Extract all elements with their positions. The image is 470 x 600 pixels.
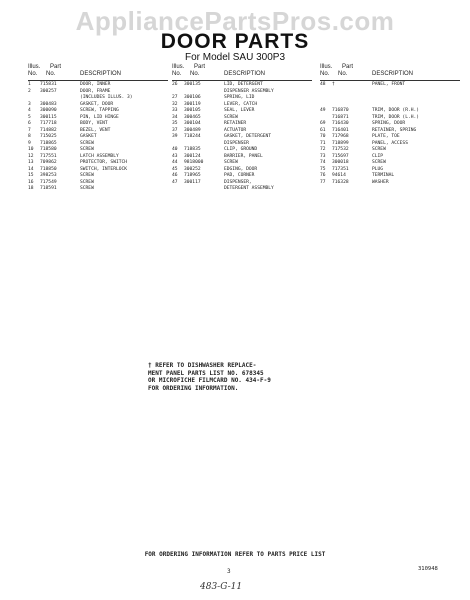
part-number: 715831 bbox=[40, 82, 57, 87]
part-description: DISPENSER ASSEMBLY bbox=[224, 88, 274, 94]
part-number: 300119 bbox=[184, 101, 201, 107]
illus-number: 12 bbox=[28, 153, 34, 159]
part-number: 300115 bbox=[40, 114, 57, 120]
part-description: (INCLUDES ILLUS. 3) bbox=[80, 95, 133, 100]
part-description: SCREW bbox=[224, 114, 238, 120]
column-header bbox=[320, 64, 460, 80]
part-description: SPRING, LID bbox=[224, 95, 255, 100]
part-number: 718850 bbox=[40, 166, 57, 172]
part-number: 300018 bbox=[332, 160, 349, 165]
illus-number: 43 bbox=[172, 153, 178, 159]
illus-number: 74 bbox=[320, 160, 326, 165]
illus-number: 34 bbox=[172, 114, 178, 120]
part-number: 717551 bbox=[40, 153, 57, 159]
header-no2: No. bbox=[190, 71, 200, 77]
header-illus: Illus. bbox=[320, 64, 333, 70]
header-illus: Illus. bbox=[172, 64, 185, 70]
part-number: 718591 bbox=[40, 186, 57, 191]
parts-column-2 bbox=[172, 64, 312, 193]
part-description: SCREW, TAPPING bbox=[80, 108, 119, 113]
page-title: DOOR PARTS bbox=[160, 30, 310, 53]
part-description: SCREW bbox=[80, 179, 94, 185]
illus-number: 61 bbox=[320, 127, 326, 133]
note-line: MENT PANEL PARTS LIST NO. 678345 bbox=[148, 369, 264, 377]
illus-number: 8 bbox=[28, 134, 31, 139]
header-no: No. bbox=[172, 71, 182, 77]
illus-number: 40 bbox=[172, 147, 178, 152]
illus-number: 18 bbox=[28, 186, 34, 191]
header-no2: No. bbox=[338, 71, 348, 77]
handwritten-annotation: 483-G-11 bbox=[200, 582, 243, 592]
illus-number: 26 bbox=[172, 82, 178, 87]
part-description: CLIP bbox=[372, 153, 384, 159]
illus-number: 35 bbox=[172, 121, 178, 126]
illus-number: 13 bbox=[28, 160, 34, 165]
part-number: 718244 bbox=[184, 134, 201, 139]
part-number: 300252 bbox=[184, 166, 201, 172]
part-description: SCREW bbox=[80, 147, 94, 152]
part-number: 718965 bbox=[184, 173, 201, 178]
part-number: 714882 bbox=[40, 127, 57, 133]
page-number: 3 bbox=[227, 568, 231, 575]
part-number: 300489 bbox=[184, 127, 201, 133]
part-description: PANEL, ACCESS bbox=[372, 140, 408, 146]
replacement-panel-note bbox=[148, 362, 368, 392]
part-number: 300105 bbox=[184, 108, 201, 113]
part-number: 717968 bbox=[332, 134, 349, 139]
part-description: BEZEL, VENT bbox=[80, 127, 111, 133]
illus-number: 14 bbox=[28, 166, 34, 172]
header-no: No. bbox=[320, 71, 330, 77]
part-number: 718899 bbox=[332, 140, 349, 146]
divider bbox=[320, 80, 460, 81]
part-description: LEVER, CATCH bbox=[224, 101, 258, 107]
part-number: 709862 bbox=[40, 160, 57, 165]
column-header bbox=[172, 64, 312, 80]
part-description: RETAINER, SPRING bbox=[372, 127, 417, 133]
part-number: 717718 bbox=[40, 121, 57, 126]
divider bbox=[172, 80, 312, 81]
part-number: 717351 bbox=[332, 166, 349, 172]
header-part: Part bbox=[194, 64, 206, 70]
part-number: 718865 bbox=[40, 140, 57, 146]
part-description: EDGING, DOOR bbox=[224, 166, 258, 172]
header-part: Part bbox=[342, 64, 354, 70]
part-description: TRIM, DOOR (L.H.) bbox=[372, 114, 420, 120]
illus-number: 47 bbox=[172, 179, 178, 185]
part-description: GASKET, DETERGENT bbox=[224, 134, 272, 139]
header-no2: No. bbox=[46, 71, 56, 77]
part-description: PAD, CORNER bbox=[224, 173, 255, 178]
part-number: 300104 bbox=[184, 121, 201, 126]
illus-number: 10 bbox=[28, 147, 34, 152]
part-description: DISPENSER bbox=[224, 140, 249, 146]
illus-number: 49 bbox=[320, 108, 326, 113]
part-number: 716871 bbox=[332, 114, 349, 120]
parts-row bbox=[320, 180, 460, 187]
column-header bbox=[28, 64, 168, 80]
part-description: SCREW bbox=[372, 160, 386, 165]
illus-number: 4 bbox=[28, 108, 31, 113]
part-description: PROTECTOR, SWITCH bbox=[80, 160, 128, 165]
part-description: TERMINAL bbox=[372, 173, 395, 178]
illus-number: 71 bbox=[320, 140, 326, 146]
parts-row bbox=[172, 186, 312, 193]
part-description: LID, DETERGENT bbox=[224, 82, 263, 87]
illus-number: 33 bbox=[172, 108, 178, 113]
part-number: 715025 bbox=[40, 134, 57, 139]
part-number: 716870 bbox=[332, 108, 349, 113]
illus-number: 46 bbox=[172, 173, 178, 178]
illus-number: 77 bbox=[320, 179, 326, 185]
watermark: AppliancePartsPros.com bbox=[75, 6, 395, 36]
illus-number: 75 bbox=[320, 166, 326, 172]
part-description: GASKET bbox=[80, 134, 97, 139]
illus-number: 45 bbox=[172, 166, 178, 172]
illus-number: 1 bbox=[28, 82, 31, 87]
note-line: FOR ORDERING INFORMATION. bbox=[148, 384, 239, 392]
part-description: DOOR, INNER bbox=[80, 82, 111, 87]
part-number: 717549 bbox=[40, 179, 57, 185]
part-description: DETERGENT ASSEMBLY bbox=[224, 186, 274, 191]
illus-number: 72 bbox=[320, 147, 326, 152]
part-number: 300124 bbox=[184, 153, 201, 159]
illus-number: 69 bbox=[320, 121, 326, 126]
header-description: DESCRIPTION bbox=[80, 71, 122, 77]
ordering-footer: FOR ORDERING INFORMATION REFER TO PARTS PRICE LIST bbox=[144, 551, 326, 558]
part-description: PANEL, FRONT bbox=[372, 82, 406, 87]
page-subtitle: For Model SAU 300P3 bbox=[184, 52, 286, 63]
part-number: 9818000 bbox=[184, 160, 204, 165]
parts-column-1 bbox=[28, 64, 168, 193]
part-description: SCREW bbox=[372, 147, 386, 152]
part-number: 717532 bbox=[332, 147, 349, 152]
part-number: 300106 bbox=[184, 95, 201, 100]
parts-row bbox=[28, 186, 168, 193]
parts-column-3 bbox=[320, 64, 460, 186]
illus-number: 3 bbox=[28, 101, 31, 107]
part-description: SCREW bbox=[80, 186, 94, 191]
part-description: PIN, LID HINGE bbox=[80, 114, 119, 120]
illus-number: 44 bbox=[172, 160, 178, 165]
part-description: BARRIER, PANEL bbox=[224, 153, 263, 159]
header-illus: Illus. bbox=[28, 64, 41, 70]
part-description: SEAL, LEVER bbox=[224, 108, 255, 113]
part-description: SPRING, DOOR bbox=[372, 121, 406, 126]
illus-number: 27 bbox=[172, 95, 178, 100]
part-description: RETAINER bbox=[224, 121, 247, 126]
header-description: DESCRIPTION bbox=[224, 71, 266, 77]
header-part: Part bbox=[50, 64, 62, 70]
part-description: SCREW bbox=[224, 160, 238, 165]
part-description: TRIM, DOOR (R.H.) bbox=[372, 108, 420, 113]
note-line: OR MICROFICHE FILMCARD NO. 434-F-9 bbox=[148, 377, 271, 384]
part-number: 300117 bbox=[184, 179, 201, 185]
part-number: 716430 bbox=[332, 121, 349, 126]
part-description: DISPENSER, bbox=[224, 179, 252, 185]
part-description: DOOR, FRAME bbox=[80, 88, 111, 94]
part-number: † bbox=[332, 82, 335, 87]
note-line: † REFER TO DISHWASHER REPLACE- bbox=[148, 362, 257, 369]
part-description: WASHER bbox=[372, 179, 389, 185]
part-description: PLUG bbox=[372, 166, 384, 172]
illus-number: 73 bbox=[320, 153, 326, 159]
part-number: 718580 bbox=[40, 147, 57, 152]
part-description: BODY, VENT bbox=[80, 121, 108, 126]
part-description: SCREW bbox=[80, 173, 94, 178]
part-number: 718835 bbox=[184, 147, 201, 152]
part-number: 300483 bbox=[40, 101, 57, 107]
illus-number: 48 bbox=[320, 82, 326, 87]
part-number: 94614 bbox=[332, 173, 346, 178]
part-description: PLATE, TOE bbox=[372, 134, 400, 139]
illus-number: 9 bbox=[28, 140, 31, 146]
part-number: 300257 bbox=[40, 88, 57, 94]
part-number: 716328 bbox=[332, 179, 349, 185]
illus-number: 70 bbox=[320, 134, 326, 139]
part-number: 300135 bbox=[184, 82, 201, 87]
part-number: 715697 bbox=[332, 153, 349, 159]
part-description: GASKET, DOOR bbox=[80, 101, 114, 107]
part-number: 716401 bbox=[332, 127, 349, 133]
header-description: DESCRIPTION bbox=[372, 71, 414, 77]
part-number: 300465 bbox=[184, 114, 201, 120]
part-description: LATCH ASSEMBLY bbox=[80, 153, 119, 159]
illus-number: 76 bbox=[320, 173, 326, 178]
document-id: 310948 bbox=[418, 566, 438, 572]
illus-number: 5 bbox=[28, 114, 31, 120]
part-number: 300090 bbox=[40, 108, 57, 113]
illus-number: 37 bbox=[172, 127, 178, 133]
part-description: ACTUATOR bbox=[224, 127, 247, 133]
part-description: SCREW bbox=[80, 140, 94, 146]
illus-number: 2 bbox=[28, 88, 31, 94]
part-number: 398253 bbox=[40, 173, 57, 178]
part-description: SWITCH, INTERLOCK bbox=[80, 166, 128, 172]
illus-number: 7 bbox=[28, 127, 31, 133]
illus-number: 32 bbox=[172, 101, 178, 107]
illus-number: 6 bbox=[28, 121, 31, 126]
illus-number: 39 bbox=[172, 134, 178, 139]
divider bbox=[28, 80, 168, 81]
illus-number: 15 bbox=[28, 173, 34, 178]
part-description: CLIP, GROUND bbox=[224, 147, 258, 152]
illus-number: 16 bbox=[28, 179, 34, 185]
header-no: No. bbox=[28, 71, 38, 77]
